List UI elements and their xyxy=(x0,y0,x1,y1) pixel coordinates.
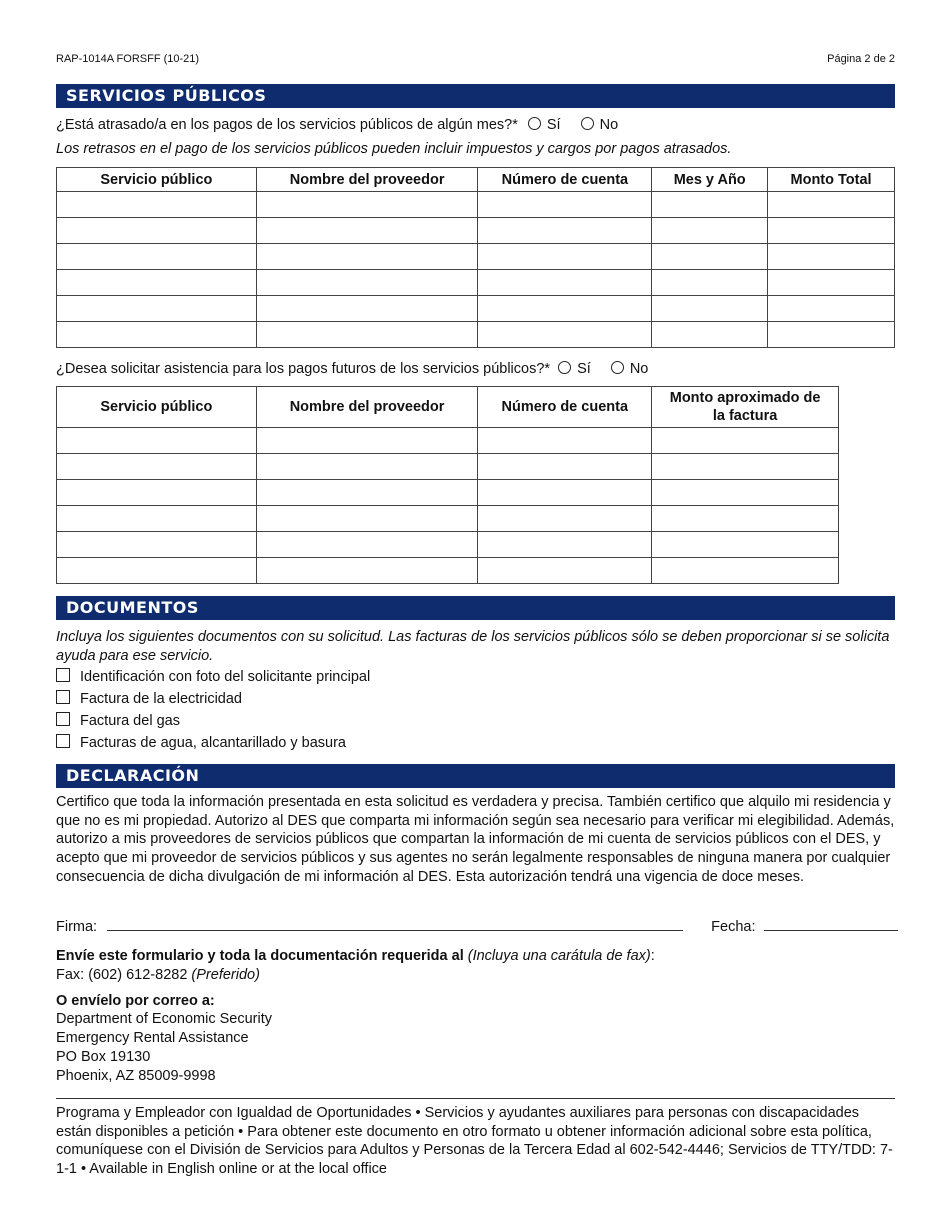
table-row xyxy=(57,428,839,454)
table-cell[interactable] xyxy=(256,506,478,532)
table-cell[interactable] xyxy=(652,428,839,454)
table-row xyxy=(57,532,839,558)
table-cell[interactable] xyxy=(256,296,478,322)
table-cell[interactable] xyxy=(478,322,652,348)
column-header: Mes y Año xyxy=(652,168,768,192)
declaration-text: Certifico que toda la información presentada en esta solicitud es verdadera y precisa. También certifico que alquilo mi residencia y que no es mi propiedad. Autorizo al DES que comparta mi información según sea necesario para verificar mi elegibilidad. Además, autorizo a mis proveedores de servicios públicos que compartan la información de mi cuenta de servicios públicos con el DES, y acepto que mi proveedor de servicios públicos y sus agentes no serán legalmente responsables de ninguna manera por cualquier consecuencia de dicha divulgación de mi información al DES. Esta autorización tendrá una vigencia de doce meses. xyxy=(56,794,895,885)
signature-field[interactable] xyxy=(107,918,683,931)
table-cell[interactable] xyxy=(57,270,257,296)
table-cell[interactable] xyxy=(478,506,652,532)
table-cell[interactable] xyxy=(478,192,652,218)
table-cell[interactable] xyxy=(652,244,768,270)
table-cell[interactable] xyxy=(652,532,839,558)
table-cell[interactable] xyxy=(256,428,478,454)
table-cell[interactable] xyxy=(256,192,478,218)
past-due-no-label: No xyxy=(599,117,619,133)
send-colon: : xyxy=(650,948,655,964)
table-row xyxy=(57,506,839,532)
future-yes-label: Sí xyxy=(577,361,591,377)
future-assistance-table xyxy=(56,386,839,584)
document-label: Factura del gas xyxy=(80,713,180,729)
table-cell[interactable] xyxy=(256,322,478,348)
date-label: Fecha: xyxy=(711,919,756,935)
section-header-documents: DOCUMENTOS xyxy=(56,596,895,620)
column-header: Servicio público xyxy=(57,168,257,192)
column-header: Monto Total xyxy=(768,168,895,192)
mail-heading: O envíelo por correo a: xyxy=(56,993,215,1009)
late-fee-note: Los retrasos en el pago de los servicios públicos pueden incluir impuestos y cargos por pagos atrasados. xyxy=(56,141,732,157)
table-cell[interactable] xyxy=(256,244,478,270)
table-cell[interactable] xyxy=(478,558,652,584)
table-row xyxy=(57,244,895,270)
table-cell[interactable] xyxy=(652,558,839,584)
table-cell[interactable] xyxy=(652,322,768,348)
table-cell[interactable] xyxy=(478,454,652,480)
form-id: RAP-1014A FORSFF (10-21) xyxy=(56,53,200,65)
table-header-row xyxy=(57,168,895,192)
document-label: Identificación con foto del solicitante principal xyxy=(80,669,371,685)
table-row xyxy=(57,218,895,244)
table-cell[interactable] xyxy=(478,218,652,244)
table-header-row xyxy=(57,387,839,428)
column-header: Número de cuenta xyxy=(478,387,652,428)
document-checkbox[interactable] xyxy=(56,690,70,704)
table-cell[interactable] xyxy=(478,244,652,270)
table-cell[interactable] xyxy=(256,480,478,506)
table-cell[interactable] xyxy=(478,532,652,558)
date-field[interactable] xyxy=(764,918,898,931)
table-row xyxy=(57,270,895,296)
table-row xyxy=(57,322,895,348)
table-cell[interactable] xyxy=(57,192,257,218)
past-due-table xyxy=(56,167,895,348)
table-cell[interactable] xyxy=(652,296,768,322)
address-line: Department of Economic Security xyxy=(56,1011,272,1027)
document-checkbox[interactable] xyxy=(56,734,70,748)
column-header: Monto aproximado de la factura xyxy=(652,387,839,428)
table-cell[interactable] xyxy=(652,480,839,506)
future-no-radio[interactable] xyxy=(611,361,624,374)
table-cell[interactable] xyxy=(256,532,478,558)
send-instructions xyxy=(56,948,655,964)
table-cell[interactable] xyxy=(652,270,768,296)
column-header: Nombre del proveedor xyxy=(256,168,478,192)
fax-number: Fax: (602) 612-8282 xyxy=(56,967,188,983)
document-item xyxy=(56,690,242,707)
table-cell[interactable] xyxy=(256,558,478,584)
table-cell[interactable] xyxy=(57,296,257,322)
document-checkbox[interactable] xyxy=(56,712,70,726)
table-cell[interactable] xyxy=(57,558,257,584)
table-cell[interactable] xyxy=(478,480,652,506)
table-row xyxy=(57,480,839,506)
past-due-yes-label: Sí xyxy=(546,117,561,133)
table-cell[interactable] xyxy=(768,270,895,296)
table-cell[interactable] xyxy=(652,454,839,480)
fax-preferred: (Preferido) xyxy=(191,967,260,983)
table-cell[interactable] xyxy=(478,296,652,322)
table-row xyxy=(57,454,839,480)
send-instructions-bold: Envíe este formulario y toda la documentación requerida al xyxy=(56,948,464,964)
question-future-assistance xyxy=(56,361,648,377)
question-future-text: ¿Desea solicitar asistencia para los pagos futuros de los servicios públicos?* xyxy=(56,361,551,377)
fax-cover-note: (Incluya una carátula de fax) xyxy=(467,948,651,964)
question-past-due-text: ¿Está atrasado/a en los pagos de los servicios públicos de algún mes?* xyxy=(56,117,518,133)
table-cell[interactable] xyxy=(57,322,257,348)
future-yes-radio[interactable] xyxy=(558,361,571,374)
question-past-due xyxy=(56,117,618,133)
address-line: Emergency Rental Assistance xyxy=(56,1030,249,1046)
document-label: Factura de la electricidad xyxy=(80,691,242,707)
past-due-no-radio[interactable] xyxy=(581,117,594,130)
document-item xyxy=(56,734,346,751)
table-cell[interactable] xyxy=(57,244,257,270)
table-row xyxy=(57,558,839,584)
column-header: Servicio público xyxy=(57,387,257,428)
table-cell[interactable] xyxy=(652,218,768,244)
table-cell[interactable] xyxy=(256,218,478,244)
document-checkbox[interactable] xyxy=(56,668,70,682)
table-cell[interactable] xyxy=(57,532,257,558)
table-row xyxy=(57,192,895,218)
table-cell[interactable] xyxy=(652,192,768,218)
footer-divider xyxy=(56,1098,895,1099)
table-cell[interactable] xyxy=(478,428,652,454)
column-header: Nombre del proveedor xyxy=(256,387,478,428)
table-cell[interactable] xyxy=(652,506,839,532)
table-cell[interactable] xyxy=(768,322,895,348)
document-item xyxy=(56,668,370,685)
table-cell[interactable] xyxy=(57,454,257,480)
section-header-declaration: DECLARACIÓN xyxy=(56,764,895,788)
table-cell[interactable] xyxy=(57,218,257,244)
table-cell[interactable] xyxy=(768,296,895,322)
table-cell[interactable] xyxy=(57,506,257,532)
table-cell[interactable] xyxy=(768,244,895,270)
section-header-utilities: SERVICIOS PÚBLICOS xyxy=(56,84,895,108)
address-line: PO Box 19130 xyxy=(56,1049,151,1065)
past-due-yes-radio[interactable] xyxy=(528,117,541,130)
document-label: Facturas de agua, alcantarillado y basura xyxy=(80,735,346,751)
table-cell[interactable] xyxy=(57,480,257,506)
column-header: Número de cuenta xyxy=(478,168,652,192)
fax-line xyxy=(56,967,260,983)
documents-instructions: Incluya los siguientes documentos con su solicitud. Las facturas de los servicios públicos sólo se deben proporcionar si se solicita ayuda para ese servicio. xyxy=(56,629,890,664)
table-row xyxy=(57,296,895,322)
signature-label: Firma: xyxy=(56,919,98,935)
address-line: Phoenix, AZ 85009-9998 xyxy=(56,1068,216,1084)
table-cell[interactable] xyxy=(478,270,652,296)
table-cell[interactable] xyxy=(768,192,895,218)
table-cell[interactable] xyxy=(57,428,257,454)
table-cell[interactable] xyxy=(768,218,895,244)
page-number: Página 2 de 2 xyxy=(827,53,895,65)
table-cell[interactable] xyxy=(256,270,478,296)
footer-text: Programa y Empleador con Igualdad de Oportunidades • Servicios y ayudantes auxiliares para personas con discapacidades están disponibles a petición • Para obtener este documento en otro formato u obtener información adicional sobre esta política, comuníquese con el División de Servicios para Adultos y Personas de la Tercera Edad al 602-542-4446; Servicios de TTY/TDD: 7-1-1 • Available in English online or at the local office xyxy=(56,1105,893,1178)
signature-row xyxy=(56,918,895,935)
future-no-label: No xyxy=(629,361,649,377)
table-cell[interactable] xyxy=(256,454,478,480)
document-item xyxy=(56,712,180,729)
